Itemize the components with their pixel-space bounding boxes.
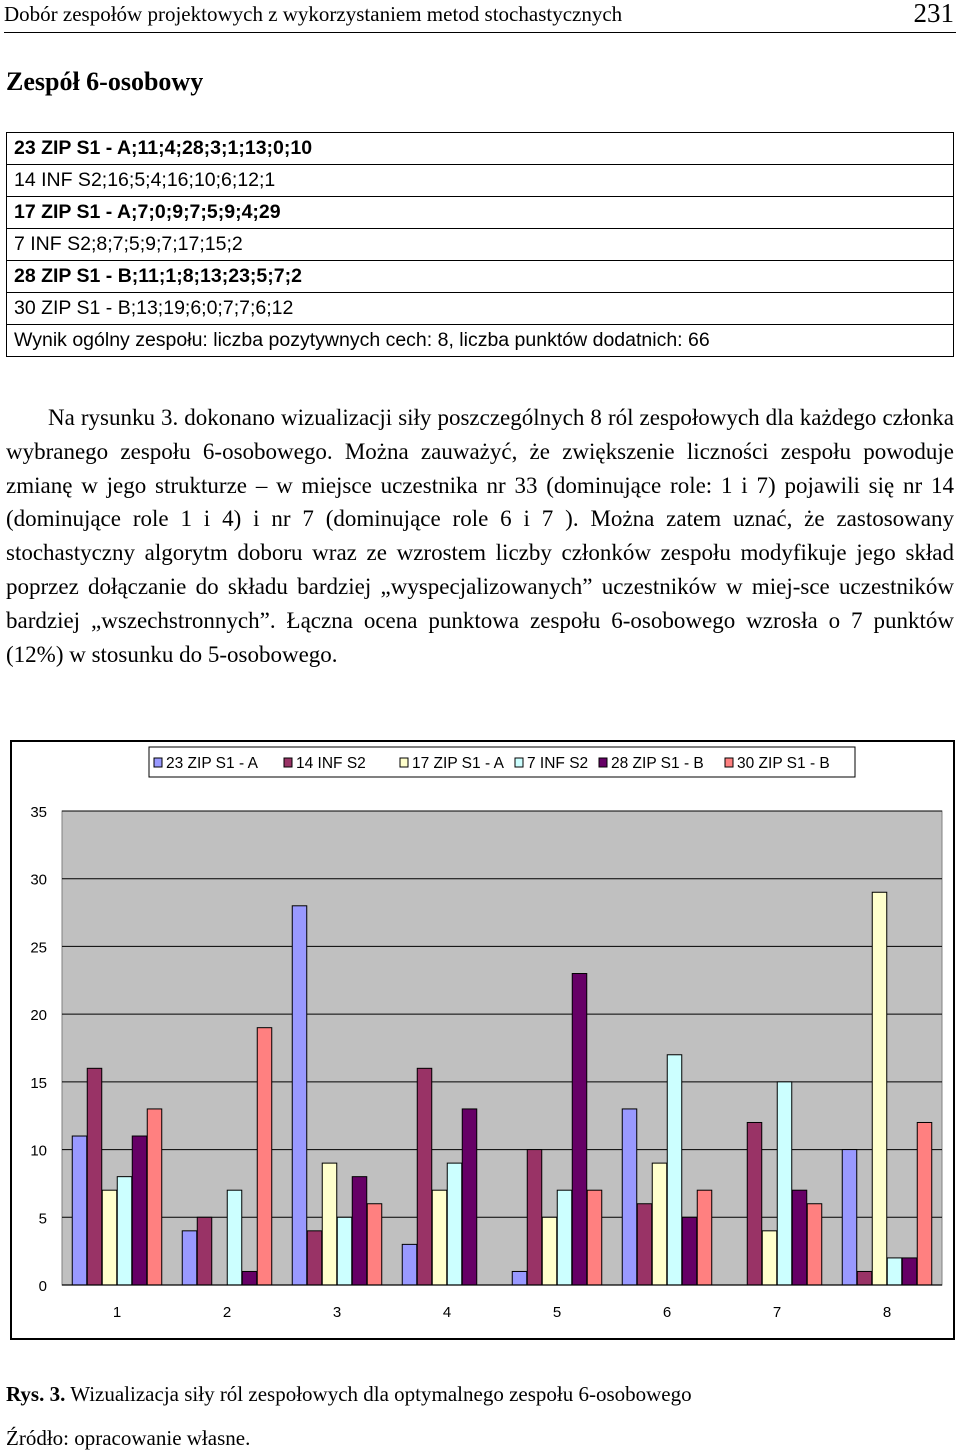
bar [527,1150,542,1285]
figure-caption [6,1382,692,1407]
legend-label: 28 ZIP S1 - B [611,755,704,772]
bar [102,1190,117,1285]
bar [337,1217,352,1285]
x-tick-label: 5 [552,1304,562,1321]
legend-swatch [599,758,607,767]
y-tick-label: 35 [30,804,47,821]
bar [512,1271,527,1285]
bar [197,1217,212,1285]
y-tick-label: 15 [30,1074,47,1092]
y-tick-label: 0 [38,1278,47,1295]
bar [72,1136,87,1285]
y-tick-label: 30 [30,871,47,889]
bar [872,892,887,1285]
legend-swatch [725,758,733,767]
table-row [7,293,954,325]
bar [622,1109,637,1285]
bar [307,1231,322,1285]
bar [292,906,307,1285]
bar [322,1163,337,1285]
legend-label: 23 ZIP S1 - A [166,755,258,772]
table-cell: 28 ZIP S1 - B;11;1;8;13;23;5;7;2 [7,261,954,293]
page-header [4,0,956,33]
legend-label: 17 ZIP S1 - A [412,755,504,772]
y-tick-label: 5 [38,1210,47,1228]
bar [447,1163,462,1285]
body-paragraph: Na rysunku 3. dokonano wizualizacji siły poszczególnych 8 ról zespołowych dla każdego członka wybranego zespołu 6-osobowego. Można zauważyć, że zwiększenie liczności zespołu powoduje zmianę w jego strukturze – w miejsce uczestnika nr 33 (dominujące role: 1 i 7) pojawili się nr 14 (dominujące role 1 i 4) i nr 7 (dominujące role 6 i 7 ). Można zatem uznać, że zastosowany stochastyczny algorytm doboru wraz ze wzrostem liczby członków zespołu modyfikuje jego skład poprzez dołączanie do składu bardziej „wyspecjalizowanych” uczestników w miej-sce uczestników bardziej „wszechstronnych”. Łączna ocena punktowa zespołu 6-osobowego wzrosła o 7 punktów (12%) w stosunku do 5-osobowego. [6,405,954,667]
y-tick-label: 10 [30,1142,47,1160]
page-number: 231 [913,0,954,28]
x-tick-label: 7 [772,1304,782,1321]
x-tick-label: 6 [662,1304,672,1321]
bar [132,1136,147,1285]
bar [777,1082,792,1285]
bar [147,1109,162,1285]
bar [257,1028,272,1285]
bar-chart [10,740,955,1340]
legend-swatch [515,758,523,767]
table-cell: 17 ZIP S1 - A;7;0;9;7;5;9;4;29 [7,197,954,229]
bar [587,1190,602,1285]
bar [352,1177,367,1285]
y-tick-label: 25 [30,939,47,957]
x-tick-label: 1 [112,1304,122,1321]
bar [652,1163,667,1285]
x-tick-label: 4 [442,1304,452,1321]
bar [637,1204,652,1285]
table-cell: 7 INF S2;8;7;5;9;7;17;15;2 [7,229,954,261]
bar [762,1231,777,1285]
bar [417,1068,432,1285]
bar [227,1190,242,1285]
bar [902,1258,917,1285]
legend-label: 7 INF S2 [527,755,589,772]
section-heading: Zespół 6-osobowy [6,67,204,96]
caption-text: Wizualizacja siły ról zespołowych dla optymalnego zespołu 6-osobowego [65,1382,692,1406]
bar [842,1150,857,1285]
caption-label: Rys. 3. [6,1382,66,1406]
legend-swatch [400,758,408,767]
bar [887,1258,902,1285]
legend-swatch [284,758,292,767]
x-tick-label: 8 [882,1304,892,1321]
x-tick-label: 3 [332,1304,342,1321]
bar [572,974,587,1285]
bar-chart-svg [12,742,953,1338]
table-row [7,133,954,165]
bar [402,1244,417,1285]
table-row [7,229,954,261]
bar [917,1122,932,1285]
table-row [7,197,954,229]
bar [182,1231,197,1285]
bar [242,1271,257,1285]
source-note: Źródło: opracowanie własne. [6,1426,251,1450]
team-table [6,132,954,357]
legend-swatch [154,758,162,767]
bar [367,1204,382,1285]
bar [87,1068,102,1285]
table-cell: 14 INF S2;16;5;4;16;10;6;12;1 [7,165,954,197]
bar [557,1190,572,1285]
bar [807,1204,822,1285]
bar [432,1190,447,1285]
table-row [7,325,954,357]
legend-label: 30 ZIP S1 - B [737,755,830,772]
table-cell: Wynik ogólny zespołu: liczba pozytywnych cech: 8, liczba punktów dodatnich: 66 [7,325,954,357]
table-row [7,261,954,293]
y-tick-label: 20 [30,1007,47,1025]
bar [857,1271,872,1285]
table-cell: 23 ZIP S1 - A;11;4;28;3;1;13;0;10 [7,133,954,165]
table-row [7,165,954,197]
bar [747,1122,762,1285]
bar [117,1177,132,1285]
legend-label: 14 INF S2 [296,755,366,772]
bar [542,1217,557,1285]
running-title: Dobór zespołów projektowych z wykorzystaniem metod stochastycznych [4,2,623,26]
bar [682,1217,697,1285]
bar [462,1109,477,1285]
bar [792,1190,807,1285]
table-cell: 30 ZIP S1 - B;13;19;6;0;7;7;6;12 [7,293,954,325]
x-tick-label: 2 [222,1304,232,1321]
bar [697,1190,712,1285]
bar [667,1055,682,1285]
